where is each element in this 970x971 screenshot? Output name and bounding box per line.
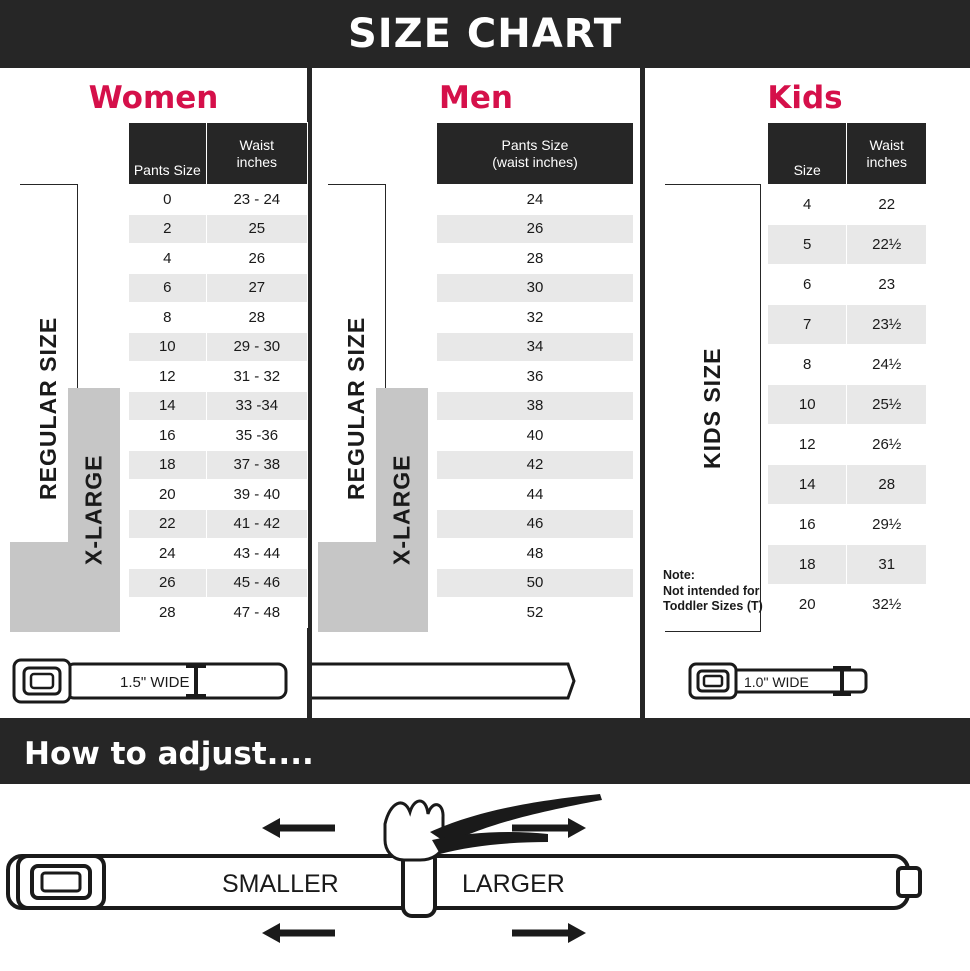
page-title-bar bbox=[0, 0, 970, 68]
cell-size: 18 bbox=[768, 545, 847, 585]
table-row bbox=[129, 421, 308, 451]
column-women bbox=[0, 68, 312, 718]
cell-size: 4 bbox=[768, 185, 847, 225]
women-belt-figure bbox=[0, 654, 307, 714]
cell-waist: 26½ bbox=[847, 425, 927, 465]
table-row bbox=[129, 303, 308, 333]
column-men bbox=[312, 68, 645, 718]
table-row bbox=[129, 214, 308, 244]
women-col-header-pants: Pants Size bbox=[129, 123, 207, 185]
table-row bbox=[437, 273, 634, 303]
kids-belt-width-label: 1.0" WIDE bbox=[744, 674, 809, 690]
cell-size: 10 bbox=[768, 385, 847, 425]
table-row bbox=[437, 480, 634, 510]
table-row bbox=[768, 305, 927, 345]
men-xlarge-label: X-LARGE bbox=[376, 388, 428, 632]
cell-size: 32 bbox=[437, 303, 634, 333]
cell-size: 0 bbox=[129, 185, 207, 215]
cell-waist: 31 bbox=[847, 545, 927, 585]
arrow-left-bottom-icon bbox=[262, 923, 335, 943]
cell-size: 16 bbox=[129, 421, 207, 451]
table-row bbox=[437, 185, 634, 215]
cell-size: 24 bbox=[129, 539, 207, 569]
women-belt-width-label: 1.5" WIDE bbox=[120, 674, 190, 691]
cell-size: 20 bbox=[129, 480, 207, 510]
men-col-header bbox=[437, 123, 634, 185]
men-xlarge-fill bbox=[318, 542, 378, 632]
table-row bbox=[129, 598, 308, 628]
table-row bbox=[437, 450, 634, 480]
cell-size: 2 bbox=[129, 214, 207, 244]
cell-size: 20 bbox=[768, 585, 847, 625]
belt-1-5-inch-icon bbox=[0, 654, 300, 714]
table-row bbox=[768, 545, 927, 585]
table-row bbox=[129, 568, 308, 598]
how-to-adjust-title: How to adjust.... bbox=[24, 735, 314, 772]
cell-size: 38 bbox=[437, 391, 634, 421]
table-row bbox=[129, 480, 308, 510]
cell-waist: 25½ bbox=[847, 385, 927, 425]
cell-waist: 28 bbox=[847, 465, 927, 505]
men-size-table bbox=[436, 122, 634, 628]
cell-waist: 45 - 46 bbox=[206, 568, 307, 598]
table-row bbox=[768, 265, 927, 305]
women-table-wrap bbox=[10, 122, 308, 632]
cell-size: 7 bbox=[768, 305, 847, 345]
belt-tip-hole-icon bbox=[898, 868, 920, 896]
cell-size: 30 bbox=[437, 273, 634, 303]
cell-size: 5 bbox=[768, 225, 847, 265]
cell-waist: 31 - 32 bbox=[206, 362, 307, 392]
smaller-label: SMALLER bbox=[222, 870, 339, 898]
table-row bbox=[768, 385, 927, 425]
cell-size: 12 bbox=[129, 362, 207, 392]
cell-size: 8 bbox=[129, 303, 207, 333]
cell-waist: 37 - 38 bbox=[206, 450, 307, 480]
table-row bbox=[768, 345, 927, 385]
cell-waist: 29 - 30 bbox=[206, 332, 307, 362]
cell-waist: 32½ bbox=[847, 585, 927, 625]
cell-waist: 26 bbox=[206, 244, 307, 274]
cell-size: 16 bbox=[768, 505, 847, 545]
women-col-header-waist-l1: Waist bbox=[239, 137, 275, 154]
cell-size: 42 bbox=[437, 450, 634, 480]
cell-size: 46 bbox=[437, 509, 634, 539]
cell-size: 36 bbox=[437, 362, 634, 392]
cell-waist: 33 -34 bbox=[206, 391, 307, 421]
cell-waist: 23 bbox=[847, 265, 927, 305]
table-row bbox=[129, 509, 308, 539]
women-regular-size-label: REGULAR SIZE bbox=[20, 184, 78, 632]
belt-strap-continuation-icon bbox=[312, 654, 642, 714]
cell-waist: 27 bbox=[206, 273, 307, 303]
table-row bbox=[129, 391, 308, 421]
kids-size-table bbox=[767, 122, 927, 625]
page-title: SIZE CHART bbox=[347, 11, 623, 57]
cell-size: 10 bbox=[129, 332, 207, 362]
table-row bbox=[437, 362, 634, 392]
how-to-adjust-illustration bbox=[0, 784, 970, 966]
table-row bbox=[129, 539, 308, 569]
arrow-right-bottom-icon bbox=[512, 923, 586, 943]
table-row bbox=[129, 244, 308, 274]
size-columns bbox=[0, 68, 970, 718]
table-row bbox=[437, 421, 634, 451]
arrow-left-top-icon bbox=[262, 818, 335, 838]
cell-waist: 43 - 44 bbox=[206, 539, 307, 569]
cell-size: 14 bbox=[768, 465, 847, 505]
cell-size: 22 bbox=[129, 509, 207, 539]
table-row bbox=[768, 185, 927, 225]
kids-belt-figure bbox=[680, 654, 965, 714]
cell-size: 26 bbox=[437, 214, 634, 244]
kids-table-wrap bbox=[657, 122, 957, 632]
kids-heading: Kids bbox=[767, 80, 843, 116]
kids-note-line2: Not intended for bbox=[663, 583, 760, 598]
cell-size: 26 bbox=[129, 568, 207, 598]
table-row bbox=[437, 391, 634, 421]
cell-size: 34 bbox=[437, 332, 634, 362]
kids-table-body bbox=[768, 185, 927, 625]
cell-waist: 41 - 42 bbox=[206, 509, 307, 539]
men-regular-size-label: REGULAR SIZE bbox=[328, 184, 386, 632]
kids-note-line3: Toddler Sizes (T) bbox=[663, 599, 763, 614]
cell-waist: 35 -36 bbox=[206, 421, 307, 451]
table-row bbox=[768, 465, 927, 505]
table-row bbox=[437, 214, 634, 244]
cell-size: 28 bbox=[129, 598, 207, 628]
buckle-slot-icon bbox=[42, 873, 80, 891]
kids-col-header-size: Size bbox=[768, 123, 847, 185]
table-row bbox=[437, 332, 634, 362]
cell-size: 40 bbox=[437, 421, 634, 451]
belt-1-0-inch-icon bbox=[680, 654, 930, 714]
women-heading: Women bbox=[88, 80, 219, 116]
kids-note bbox=[663, 568, 763, 615]
women-col-header-waist bbox=[206, 123, 307, 185]
cell-waist: 28 bbox=[206, 303, 307, 333]
cell-size: 48 bbox=[437, 539, 634, 569]
table-row bbox=[129, 362, 308, 392]
kids-col-header-waist-l2: inches bbox=[866, 153, 907, 170]
men-table-wrap bbox=[318, 122, 638, 632]
cell-size: 6 bbox=[768, 265, 847, 305]
men-col-header-l2: (waist inches) bbox=[492, 153, 578, 170]
table-row bbox=[129, 450, 308, 480]
women-xlarge-fill bbox=[10, 542, 70, 632]
cell-size: 8 bbox=[768, 345, 847, 385]
cell-waist: 29½ bbox=[847, 505, 927, 545]
cell-waist: 39 - 40 bbox=[206, 480, 307, 510]
cell-size: 4 bbox=[129, 244, 207, 274]
cell-size: 12 bbox=[768, 425, 847, 465]
cell-waist: 22½ bbox=[847, 225, 927, 265]
kids-size-label: KIDS SIZE bbox=[665, 184, 761, 632]
table-row bbox=[768, 425, 927, 465]
belt-strap-shape bbox=[8, 856, 908, 908]
cell-waist: 47 - 48 bbox=[206, 598, 307, 628]
column-kids bbox=[645, 68, 965, 718]
table-row bbox=[129, 332, 308, 362]
women-table-body bbox=[129, 185, 308, 628]
table-row bbox=[437, 568, 634, 598]
kids-col-header-waist bbox=[847, 123, 927, 185]
cell-size: 52 bbox=[437, 598, 634, 628]
cell-waist: 24½ bbox=[847, 345, 927, 385]
cell-size: 6 bbox=[129, 273, 207, 303]
women-col-header-waist-l2: inches bbox=[236, 153, 278, 170]
how-to-adjust-bar bbox=[0, 718, 970, 784]
women-xlarge-label: X-LARGE bbox=[68, 388, 120, 632]
kids-col-header-waist-l1: Waist bbox=[869, 137, 904, 154]
cell-waist: 23 - 24 bbox=[206, 185, 307, 215]
cell-size: 28 bbox=[437, 244, 634, 274]
table-row bbox=[437, 303, 634, 333]
larger-label: LARGER bbox=[462, 870, 565, 898]
kids-note-line1: Note: bbox=[663, 568, 695, 582]
men-heading: Men bbox=[439, 80, 513, 116]
table-row bbox=[129, 185, 308, 215]
table-row bbox=[437, 598, 634, 628]
table-row bbox=[437, 539, 634, 569]
cell-size: 44 bbox=[437, 480, 634, 510]
cell-size: 18 bbox=[129, 450, 207, 480]
cell-waist: 22 bbox=[847, 185, 927, 225]
table-row bbox=[768, 225, 927, 265]
adjust-belt-diagram bbox=[0, 784, 970, 966]
men-table-body bbox=[437, 185, 634, 628]
women-size-table bbox=[128, 122, 308, 628]
cell-size: 24 bbox=[437, 185, 634, 215]
table-row bbox=[437, 509, 634, 539]
cell-waist: 23½ bbox=[847, 305, 927, 345]
cell-waist: 25 bbox=[206, 214, 307, 244]
table-row bbox=[437, 244, 634, 274]
cell-size: 50 bbox=[437, 568, 634, 598]
table-row bbox=[768, 585, 927, 625]
men-col-header-l1: Pants Size bbox=[501, 137, 569, 154]
cell-size: 14 bbox=[129, 391, 207, 421]
table-row bbox=[129, 273, 308, 303]
men-belt-figure bbox=[312, 654, 640, 714]
table-row bbox=[768, 505, 927, 545]
